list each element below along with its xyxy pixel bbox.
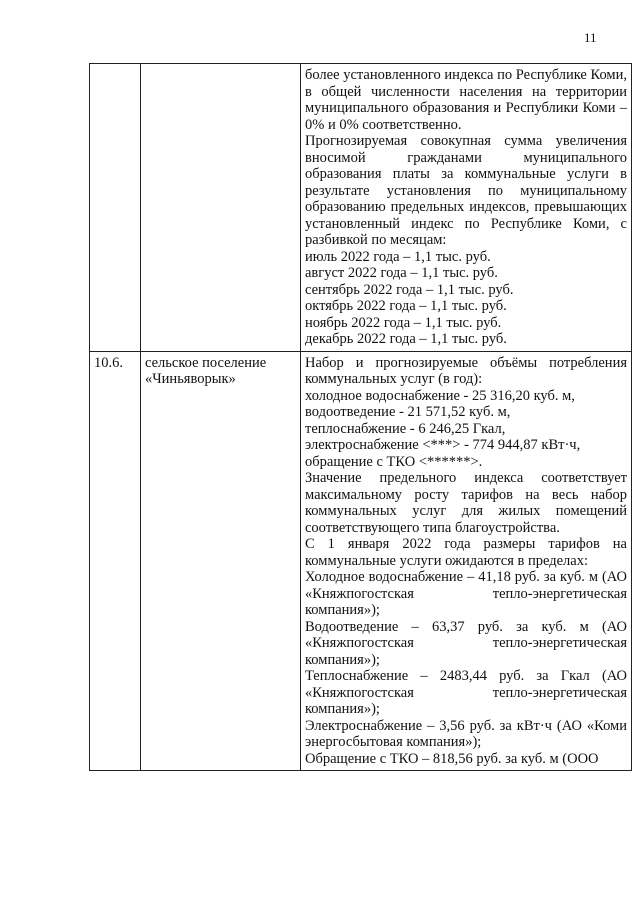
description-cell xyxy=(301,64,632,352)
row-number-cell: 10.6. xyxy=(90,351,141,771)
month-line: декабрь 2022 года – 1,1 тыс. руб. xyxy=(305,331,507,347)
page-number: 11 xyxy=(584,30,597,45)
table-row xyxy=(90,351,632,771)
month-line: сентябрь 2022 года – 1,1 тыс. руб. xyxy=(305,281,514,298)
tariff-line: Электроснабжение – 3,56 руб. за кВт·ч (АО «Коми энергосбытовая компания»); xyxy=(305,717,627,750)
month-line: ноябрь 2022 года – 1,1 тыс. руб. xyxy=(305,314,502,331)
volume-line: водоотведение - 21 571,52 куб. м, xyxy=(305,404,511,420)
paragraph: Набор и прогнозируемые объёмы потребления коммунальных услуг (в год): xyxy=(305,354,627,387)
municipality-name-cell xyxy=(141,64,301,352)
volume-line: электроснабжение <***> - 774 944,87 кВт·ч, xyxy=(305,437,581,453)
table-row xyxy=(90,64,632,352)
tariff-line: Холодное водоснабжение – 41,18 руб. за куб. м (АО «Княжпогостская тепло-энергетическая компания»); xyxy=(305,569,627,618)
tariff-line: Обращение с ТКО – 818,56 руб. за куб. м (ООО xyxy=(305,750,599,767)
document-table xyxy=(89,63,632,771)
paragraph: более установленного индекса по Республике Коми, в общей численности населения на территории муниципального образования и Республики Коми – 0% и 0% соответственно. xyxy=(305,67,627,133)
month-line: октябрь 2022 года – 1,1 тыс. руб. xyxy=(305,298,507,314)
tariff-line: Теплоснабжение – 2483,44 руб. за Гкал (АО «Княжпогостская тепло-энергетическая компания»); xyxy=(305,668,627,717)
volume-line: теплоснабжение - 6 246,25 Гкал, xyxy=(305,420,506,437)
tariff-line: Водоотведение – 63,37 руб. за куб. м (АО «Княжпогостская тепло-энергетическая компания»); xyxy=(305,618,627,668)
paragraph: С 1 января 2022 года размеры тарифов на коммунальные услуги ожидаются в пределах: xyxy=(305,536,627,569)
volume-line: обращение с ТКО <******>. xyxy=(305,453,483,470)
paragraph: Прогнозируемая совокупная сумма увеличения вносимой гражданами муниципального образования платы за коммунальные услуги в результате установления по муниципальному образованию предельных индексов, превышающих установленный индекс по Республике Коми, с разбивкой по месяцам: xyxy=(305,133,627,248)
description-cell xyxy=(301,351,632,771)
volume-line: холодное водоснабжение - 25 316,20 куб. м, xyxy=(305,387,575,404)
paragraph: Значение предельного индекса соответствует максимальному росту тарифов на весь набор коммунальных услуг для жилых помещений соответствующего типа благоустройства. xyxy=(305,470,627,536)
municipality-name-cell: сельское поселение «Чиньяворык» xyxy=(141,351,301,771)
row-number-cell xyxy=(90,64,141,352)
month-line: август 2022 года – 1,1 тыс. руб. xyxy=(305,265,498,281)
month-line: июль 2022 года – 1,1 тыс. руб. xyxy=(305,248,491,265)
